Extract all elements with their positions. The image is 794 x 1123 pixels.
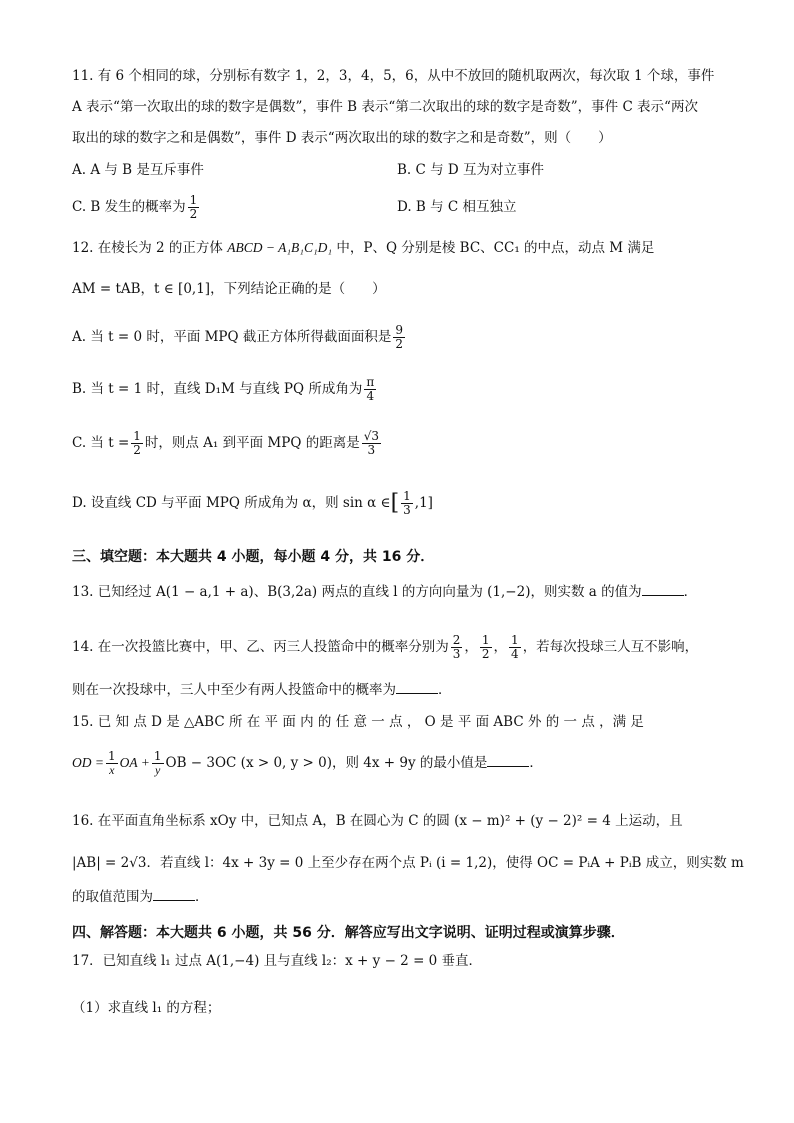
q12-option-d-post: ,1] <box>414 495 433 511</box>
q11-option-a: A. A 与 B 是互斥事件 <box>72 162 204 178</box>
q12-option-d-fraction <box>401 490 413 517</box>
denominator: 3 <box>367 443 376 457</box>
q14-fraction-1 <box>451 634 463 661</box>
q14-line1: 14. 在一次投篮比赛中，甲、乙、丙三人投篮命中的概率分别为 $\frac{2}{3}$ ， $\frac{1}{2}$ ， $\frac{1}{4}$ ，若每次投球三人互不影响， <box>72 633 699 661</box>
q11-line1: 11. 有 6 个相同的球，分别标有数字 1，2，3，4，5，6，从中不放回的随机取两次，每次取 1 个球，事件 <box>72 68 715 84</box>
numerator: √3 <box>363 429 379 443</box>
q15-end: ． <box>529 755 543 771</box>
numerator: 1 <box>107 749 116 763</box>
q15-vector-od: OD = <box>72 755 104 770</box>
q12-option-b <box>72 376 378 403</box>
q15-fraction-1 <box>106 750 118 777</box>
answer-blank[interactable] <box>396 681 438 694</box>
q12-option-b-fraction <box>364 376 376 403</box>
q17-line1: 17．已知直线 l₁ 过点 A(1,−4) 且与直线 l₂：x + y − 2 = 0 垂直． <box>72 953 483 969</box>
q13-end: ． <box>683 584 698 600</box>
denominator: 4 <box>366 389 375 403</box>
numerator: 1 <box>153 749 162 763</box>
q11-option-c-text: C. B 发生的概率为 <box>72 199 186 215</box>
numerator: 1 <box>403 489 411 503</box>
denominator: 3 <box>452 647 461 661</box>
q13-text: 13. 已知经过 A(1 − a,1 + a)、B(3,2a) 两点的直线 l 的方向向量为 (1,−2)，则实数 a 的值为 <box>72 584 642 600</box>
q12-option-d-text: D. 设直线 CD 与平面 MPQ 所成角为 α，则 sin α ∈ <box>72 495 391 511</box>
q15-fraction-2 <box>152 750 164 777</box>
q12-option-d <box>72 490 433 517</box>
q16-line3-text: 的取值范围为 <box>72 889 153 905</box>
numerator: 1 <box>189 193 198 207</box>
q14-end: ． <box>438 682 452 698</box>
numerator: 1 <box>133 429 141 443</box>
answer-blank[interactable] <box>642 583 684 596</box>
answer-blank[interactable] <box>153 888 195 901</box>
q15-post: OB − 3OC (x > 0, y > 0)，则 4x + 9y 的最小值是 <box>165 755 488 771</box>
denominator: x <box>109 763 115 777</box>
q11-line3: 取出的球的数字之和是偶数”，事件 D 表示“两次取出的球的数字之和是奇数”，则（ ） <box>72 130 612 146</box>
q11-line2: A 表示“第一次取出的球的数字是偶数”，事件 B 表示“第二次取出的球的数字是奇数”，事件 C 表示“两次 <box>72 99 698 115</box>
q13 <box>72 582 697 602</box>
answer-blank[interactable] <box>487 754 529 767</box>
q14-post: ，若每次投球三人互不影响， <box>522 639 699 655</box>
q16-line2: |AB| = 2√3．若直线 l：4x + 3y = 0 上至少存在两个点 Pᵢ (i = 1,2)，使得 OC = PᵢA + PᵢB 成立，则实数 m <box>72 855 744 871</box>
section-3-heading: 三、填空题：本大题共 4 小题，每小题 4 分，共 16 分． <box>72 549 435 565</box>
q14-fraction-3 <box>509 634 521 661</box>
left-bracket: [ <box>390 490 400 516</box>
denominator: 2 <box>395 337 404 351</box>
q15-vector-oa: OA + <box>119 755 150 770</box>
denominator: 4 <box>511 647 519 661</box>
q12-option-b-text: B. 当 t = 1 时，直线 D₁M 与直线 PQ 所成角为 <box>72 381 363 397</box>
denominator: 2 <box>481 647 490 661</box>
q12-line2: AM = tAB，t ∈ [0,1]，下列结论正确的是（ ） <box>72 281 386 297</box>
numerator: π <box>366 375 375 389</box>
q11-option-b: B. C 与 D 互为对立事件 <box>397 162 545 178</box>
q12-option-a-fraction <box>393 324 405 351</box>
section-4-heading: 四、解答题：本大题共 6 小题，共 56 分．解答应写出文字说明、证明过程或演算步骤． <box>72 925 625 941</box>
q12-option-c-fraction <box>362 430 381 457</box>
q16-line3 <box>72 887 209 907</box>
q11-option-c-fraction <box>188 194 200 221</box>
q16-end: ． <box>195 889 209 905</box>
q14-fraction-2 <box>480 634 492 661</box>
numerator: 1 <box>511 633 519 647</box>
denominator: 2 <box>189 207 198 221</box>
q12-cube: ABCD − A₁B₁C₁D₁ <box>227 240 333 255</box>
q15-line1: 15. 已 知 点 D 是 △ABC 所 在 平 面 内 的 任 意 一 点 ， O 是 平 面 ABC 外 的 一 点 ，满 足 <box>72 714 644 730</box>
q12-option-c-t-fraction <box>131 430 143 457</box>
numerator: 9 <box>395 323 404 337</box>
q11-option-c <box>72 194 201 221</box>
denominator: 2 <box>133 443 141 457</box>
q12-option-a-text: A. 当 t = 0 时，平面 MPQ 截正方体所得截面面积是 <box>72 329 392 345</box>
numerator: 2 <box>452 633 461 647</box>
q15-line2 <box>72 750 543 777</box>
q12-option-c-mid: 时，则点 A₁ 到平面 MPQ 的距离是 <box>144 435 360 451</box>
q16-line1: 16. 在平面直角坐标系 xOy 中，已知点 A，B 在圆心为 C 的圆 (x − m)² + (y − 2)² = 4 上运动，且 <box>72 813 683 829</box>
q14-line2-text: 则在一次投球中，三人中至少有两人投篮命中的概率为 <box>72 682 396 698</box>
numerator: 1 <box>481 633 490 647</box>
denominator: y <box>155 763 161 777</box>
q12-option-a <box>72 324 407 351</box>
q12-line1-a: 12. 在棱长为 2 的正方体 <box>72 240 223 256</box>
q17-sub1: （1）求直线 l₁ 的方程； <box>72 1000 221 1016</box>
q14-text: 14. 在一次投篮比赛中，甲、乙、丙三人投篮命中的概率分别为 <box>72 639 449 655</box>
denominator: 3 <box>403 503 411 517</box>
q12-line1 <box>72 238 654 258</box>
q11-option-d: D. B 与 C 相互独立 <box>397 199 517 215</box>
q12-line1-b: 中，P、Q 分别是棱 BC、CC₁ 的中点，动点 M 满足 <box>336 240 655 256</box>
q12-option-c-text: C. 当 t = <box>72 435 130 451</box>
q14-line2 <box>72 680 452 700</box>
q12-option-c <box>72 430 383 457</box>
